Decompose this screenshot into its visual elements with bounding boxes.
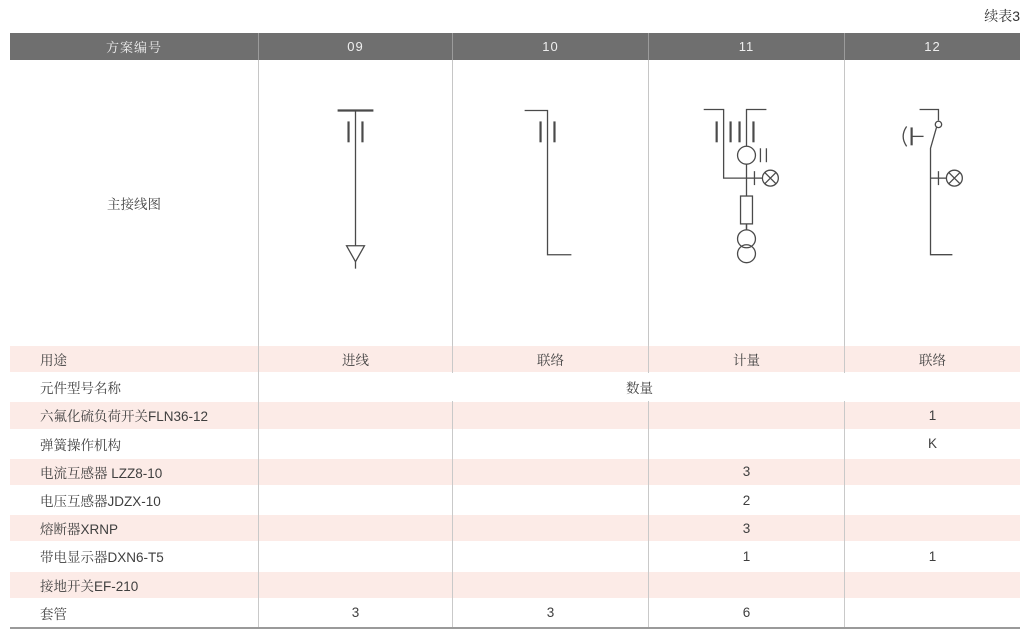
table-row-earthing-switch	[10, 571, 1020, 599]
table-row-spring-mechanism	[10, 430, 1020, 458]
row-label: 电流互感器 LZZ8-10	[40, 465, 163, 481]
row-value	[844, 599, 1020, 627]
row-value	[648, 401, 844, 429]
row-value: K	[844, 430, 1020, 458]
continuation-table-label: 续表3	[984, 8, 1020, 24]
header-scheme-number-label: 方案编号	[105, 40, 162, 55]
row-value	[452, 542, 648, 570]
main-wiring-diagram-label: 主接线图	[107, 196, 161, 212]
header-scheme-11: 11	[648, 33, 844, 60]
row-label: 六氟化硫负荷开关FLN36-12	[40, 409, 209, 425]
usage-scheme-09: 进线	[258, 345, 452, 373]
row-value	[648, 571, 844, 599]
row-value: 1	[844, 401, 1020, 429]
row-value	[452, 458, 648, 486]
component-name-label: 元件型号名称	[40, 381, 121, 397]
table-row-current-transformer	[10, 458, 1020, 486]
single-line-diagram-scheme-11-icon	[649, 60, 844, 345]
table-row-fuse	[10, 514, 1020, 542]
row-value	[258, 486, 452, 514]
row-label: 弹簧操作机构	[40, 437, 121, 453]
row-value	[258, 542, 452, 570]
row-value: 1	[844, 542, 1020, 570]
table-header-row	[10, 33, 1020, 60]
usage-label: 用途	[40, 353, 67, 369]
header-scheme-10: 10	[452, 33, 648, 60]
row-label: 电压互感器JDZX-10	[40, 494, 161, 510]
row-value	[258, 571, 452, 599]
table-row-live-display	[10, 542, 1020, 570]
row-value	[844, 514, 1020, 542]
row-label: 带电显示器DXN6-T5	[40, 550, 164, 566]
table-row-voltage-transformer	[10, 486, 1020, 514]
row-value	[844, 458, 1020, 486]
row-value: 3	[258, 599, 452, 627]
row-value: 1	[648, 542, 844, 570]
usage-scheme-12: 联络	[844, 345, 1020, 373]
row-value	[844, 571, 1020, 599]
row-value	[844, 486, 1020, 514]
row-value: 6	[648, 599, 844, 627]
component-name-header-row	[10, 373, 1020, 401]
usage-scheme-10: 联络	[452, 345, 648, 373]
row-value	[258, 514, 452, 542]
row-value	[258, 458, 452, 486]
table-row-sf6-load-switch	[10, 401, 1020, 429]
row-value	[648, 430, 844, 458]
scheme-table	[10, 33, 1020, 629]
diagram-cell-scheme-11	[648, 60, 844, 345]
row-label: 接地开关EF-210	[40, 578, 139, 594]
row-label: 熔断器XRNP	[40, 522, 119, 538]
row-value	[452, 401, 648, 429]
row-value	[258, 430, 452, 458]
header-scheme-09: 09	[258, 33, 452, 60]
diagram-cell-scheme-09	[258, 60, 452, 345]
row-value: 3	[648, 458, 844, 486]
diagram-cell-scheme-10	[452, 60, 648, 345]
row-value: 3	[648, 514, 844, 542]
row-value: 2	[648, 486, 844, 514]
header-scheme-12: 12	[844, 33, 1020, 60]
row-value: 3	[452, 599, 648, 627]
usage-scheme-11: 计量	[648, 345, 844, 373]
row-value	[452, 430, 648, 458]
row-label: 套管	[40, 606, 67, 622]
single-line-diagram-scheme-12-icon	[845, 60, 1020, 345]
usage-row	[10, 345, 1020, 373]
row-value	[452, 571, 648, 599]
single-line-diagram-scheme-10-icon	[453, 60, 648, 345]
quantity-span-label: 数量	[258, 373, 1020, 401]
single-line-diagram-scheme-09-icon	[259, 60, 452, 345]
main-wiring-diagram-row	[10, 60, 1020, 345]
row-value	[452, 486, 648, 514]
row-value	[258, 401, 452, 429]
diagram-cell-scheme-12	[844, 60, 1020, 345]
table-row-bushing	[10, 599, 1020, 627]
row-value	[452, 514, 648, 542]
